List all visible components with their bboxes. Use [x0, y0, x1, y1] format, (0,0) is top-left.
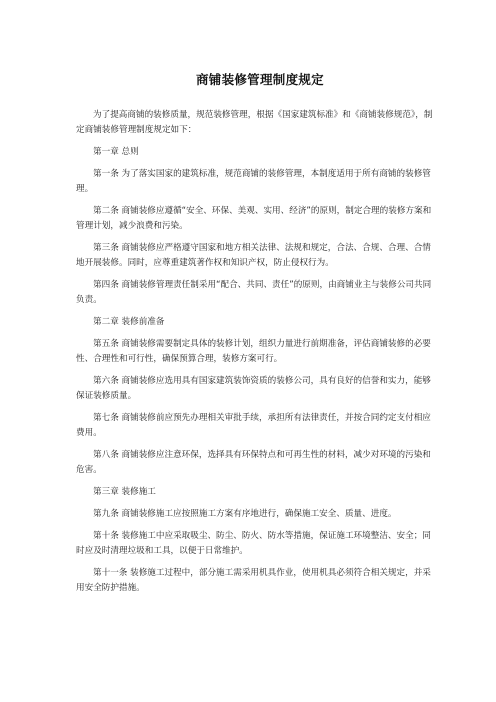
- article-paragraph: 第八条 商铺装修应注意环保，选择具有环保特点和可再生性的材料，减少对环境的污染和危害。: [76, 450, 431, 475]
- chapter-heading: 第一章 总则: [93, 147, 139, 157]
- article-paragraph: 第五条 商铺装修需要制定具体的装修计划，组织力量进行前期准备，评估商铺装修的必要性、合理性和可行性，确保预算合理，装修方案可行。: [76, 339, 431, 364]
- document-title: 商铺装修管理制度规定: [195, 72, 324, 87]
- article-paragraph: 第九条 商铺装修施工应按照施工方案有序地进行，确保施工安全、质量、进度。: [93, 509, 397, 519]
- article-paragraph: 第四条 商铺装修管理责任制采用“配合、共同、责任”的原则，由商铺业主与装修公司共同负责。: [76, 280, 432, 305]
- intro-paragraph: 为了提高商铺的装修质量，规范装修管理，根据《国家建筑标准》和《商铺装修规范》，制定商铺装修管理制度规定如下：: [76, 110, 433, 135]
- article-paragraph: 第十一条 装修施工过程中，部分施工需采用机具作业，使用机具必须符合相关规定，并采用安全防护措施。: [76, 568, 431, 593]
- article-paragraph: 第一条 为了落实国家的建筑标准，规范商铺的装修管理，本制度适用于所有商铺的装修管理。: [76, 169, 431, 194]
- article-paragraph: 第三条 商铺装修应严格遵守国家和地方相关法律、法规和规定，合法、合规、合理、合情地开展装修。同时，应尊重建筑著作权和知识产权，防止侵权行为。: [76, 243, 431, 268]
- article-paragraph: 第十条 装修施工中应采取吸尘、防尘、防火、防水等措施，保证施工环境整洁、安全；同时应及时清理垃圾和工具，以便于日常维护。: [76, 531, 431, 556]
- chapter-heading: 第三章 装修施工: [93, 487, 156, 497]
- article-paragraph: 第二条 商铺装修应遵循“安全、环保、美观、实用、经济”的原则，制定合理的装修方案和管理计划，减少浪费和污染。: [76, 206, 432, 231]
- article-paragraph: 第七条 商铺装修前应预先办理相关审批手续，承担所有法律责任，并按合同约定支付相应费用。: [76, 413, 431, 438]
- chapter-heading: 第二章 装修前准备: [93, 317, 165, 327]
- article-paragraph: 第六条 商铺装修应选用具有国家建筑装饰资质的装修公司，具有良好的信誉和实力，能够保证装修质量。: [76, 376, 431, 401]
